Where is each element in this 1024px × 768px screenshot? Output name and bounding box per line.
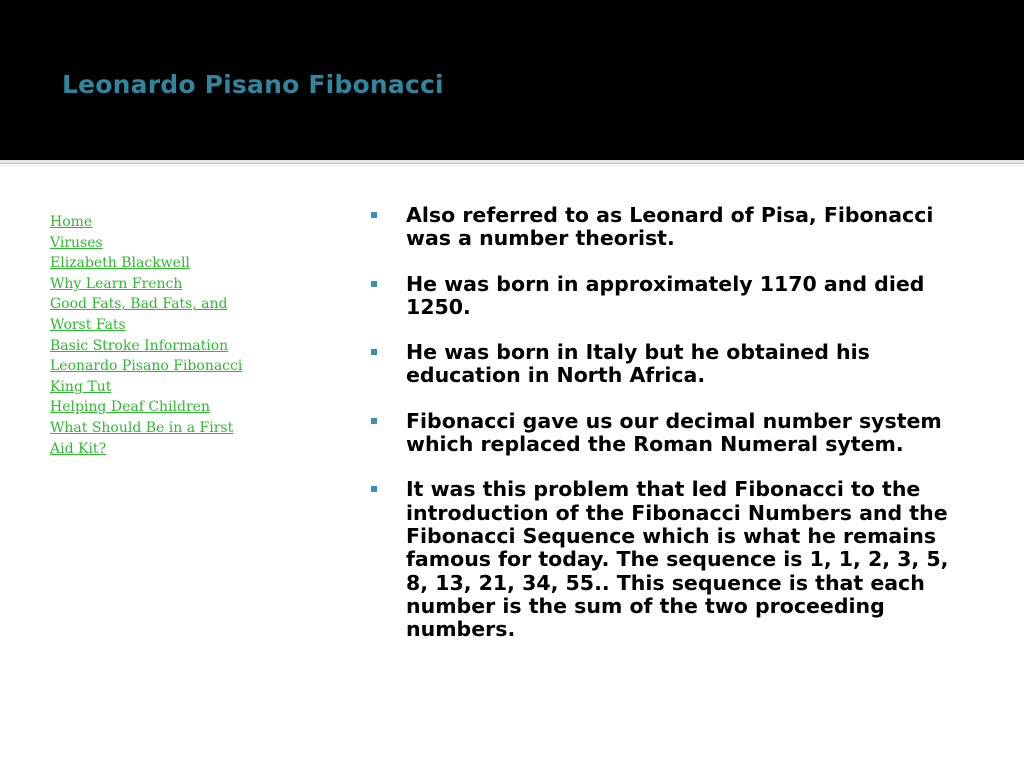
- bullet-item: [368, 341, 968, 388]
- bullet-text: It was this problem that led Fibonacci to the introduction of the Fibonacci Numbers and the Fibonacci Sequence which is what he remains famous for today. The sequence is 1, 1, 2, 3, 5, 8, 13, 21, 34, 55.. This sequence is that each number is the sum of the two proceeding numbers.: [406, 477, 949, 642]
- nav-link-elizabeth-blackwell[interactable]: Elizabeth Blackwell: [50, 255, 190, 272]
- header-divider-shadow: [0, 163, 1024, 164]
- content-bullet-list: [368, 204, 968, 663]
- nav-link-home[interactable]: Home: [50, 214, 93, 230]
- site-nav: [50, 212, 260, 459]
- bullet-text: Fibonacci gave us our decimal number system which replaced the Roman Numeral sytem.: [406, 408, 942, 457]
- nav-link-king-tut[interactable]: King Tut: [50, 378, 112, 395]
- nav-link-why-learn-french[interactable]: Why Learn French: [50, 275, 183, 292]
- square-bullet-icon: [371, 349, 377, 355]
- nav-link-viruses[interactable]: Viruses: [50, 234, 103, 251]
- bullet-item: [368, 410, 968, 457]
- nav-link-leonardo-pisano-fibonacci[interactable]: Leonardo Pisano Fibonacci: [50, 358, 243, 375]
- bullet-text: He was born in approximately 1170 and died 1250.: [406, 271, 925, 319]
- square-bullet-icon: [371, 486, 377, 492]
- header-divider-highlight: [0, 165, 1024, 167]
- square-bullet-icon: [371, 212, 377, 218]
- nav-link-basic-stroke-information[interactable]: Basic Stroke Information: [50, 337, 229, 354]
- square-bullet-icon: [371, 281, 377, 287]
- nav-link-good-fats[interactable]: Good Fats, Bad Fats, and Worst Fats: [50, 296, 228, 333]
- square-bullet-icon: [371, 418, 377, 424]
- header-bar: [0, 0, 1024, 160]
- bullet-item: [368, 204, 968, 251]
- nav-link-first-aid-kit[interactable]: What Should Be in a First Aid Kit?: [50, 419, 234, 457]
- bullet-text: He was born in Italy but he obtained his education in North Africa.: [406, 340, 870, 388]
- bullet-text: Also referred to as Leonard of Pisa, Fibonacci was a number theorist.: [406, 203, 934, 251]
- bullet-item: [368, 478, 968, 641]
- page-title: Leonardo Pisano Fibonacci: [62, 70, 444, 99]
- bullet-item: [368, 273, 968, 320]
- nav-link-helping-deaf-children[interactable]: Helping Deaf Children: [50, 399, 210, 416]
